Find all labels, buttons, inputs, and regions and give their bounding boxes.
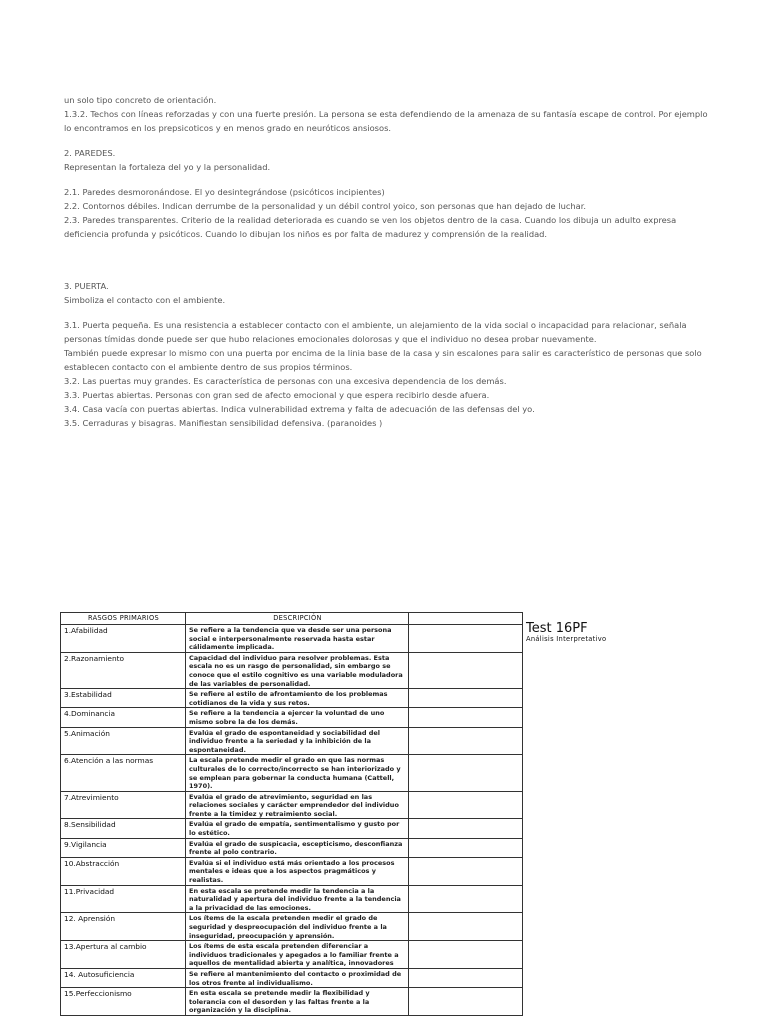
section-gap: [64, 241, 714, 279]
trait-name: 5.Animación: [61, 727, 186, 755]
paragraph: Representan la fortaleza del yo y la personalidad.: [64, 162, 271, 172]
trait-description: Capacidad del individuo para resolver problemas. Esta escala no es un rasgo de personalidad, sin embargo se conoce que el estilo cognitivo es una variable moduladora de las variables de personalidad.: [186, 652, 409, 688]
paragraph: 3.4. Casa vacía con puertas abiertas. Indica vulnerabilidad extrema y falta de adecuación de las defensas del yo.: [64, 404, 535, 414]
paragraph-gap: [64, 307, 714, 318]
trait-description: Los ítems de esta escala pretenden diferenciar a individuos tradicionales y apegados a lo familiar frente a aquellos de mentalidad abierta y analítica, innovadores: [186, 941, 409, 969]
empty-cell: [409, 988, 523, 1016]
paragraph: También puede expresar lo mismo con una puerta por encima de la linia base de la casa y sin escalones para salir es característico de personas que solo establecen contacto con el ambiente dentro de sus propios términos.: [64, 348, 702, 372]
table-row: [61, 857, 523, 885]
empty-cell: [409, 857, 523, 885]
trait-description: Evalúa el grado de espontaneidad y sociabilidad del individuo frente a la seriedad y la inhibición de la espontaneidad.: [186, 727, 409, 755]
empty-cell: [409, 941, 523, 969]
empty-cell: [409, 652, 523, 688]
trait-description: Evalúa si el individuo está más orientado a los procesos mentales e ideas que a los aspectos pragmáticos y realistas.: [186, 857, 409, 885]
table-row: [61, 652, 523, 688]
empty-cell: [409, 968, 523, 987]
trait-name: 12. Aprensión: [61, 913, 186, 941]
paragraph-gap: [64, 174, 714, 185]
table-row: [61, 819, 523, 838]
trait-description: En esta escala se pretende medir la flexibilidad y tolerancia con el desorden y las faltas frente a la organización y la disciplina.: [186, 988, 409, 1016]
empty-cell: [409, 819, 523, 838]
trait-description: Evalúa el grado de atrevimiento, seguridad en las relaciones sociales y carácter emprendedor del individuo frente a la timidez y retraimiento social.: [186, 791, 409, 819]
paragraph: 2. PAREDES.: [64, 148, 116, 158]
paragraph: 2.3. Paredes transparentes. Criterio de la realidad deteriorada es cuando se ven los objetos dentro de la casa. Cuando los dibuja un adulto expresa deficiencia profunda y psicóticos. Cuando lo dibujan los niños es por falta de madurez y comprensión de la realidad.: [64, 215, 677, 239]
paragraph: 1.3.2. Techos con líneas reforzadas y con una fuerte presión. La persona se esta defendiendo de la amenaza de su fantasía escape de control. Por ejemplo lo encontramos en los prepsicoticos y en menos grado en neuróticos ansiosos.: [64, 109, 708, 133]
paragraph-gap: [64, 135, 714, 146]
trait-description: En esta escala se pretende medir la tendencia a la naturalidad y apertura del individuo frente a la tendencia a la privacidad de las emociones.: [186, 885, 409, 913]
test-title: Test 16PF: [526, 621, 588, 636]
table-row: [61, 727, 523, 755]
header-empty: [409, 613, 523, 625]
traits-table-wrapper: [60, 612, 522, 1016]
paragraph: 2.2. Contornos débiles. Indican derrumbe de la personalidad y un débil control yoico, son personas que han dejado de luchar.: [64, 201, 587, 211]
empty-cell: [409, 885, 523, 913]
header-traits: RASGOS PRIMARIOS: [61, 613, 186, 625]
empty-cell: [409, 913, 523, 941]
paragraph: 3. PUERTA.: [64, 281, 109, 291]
paragraph: 2.1. Paredes desmoronándose. El yo desintegrándose (psicóticos incipientes): [64, 187, 385, 197]
trait-name: 4.Dominancia: [61, 708, 186, 727]
paragraph: Simboliza el contacto con el ambiente.: [64, 295, 226, 305]
table-row: [61, 755, 523, 791]
table-header-row: [61, 613, 523, 625]
paragraph: un solo tipo concreto de orientación.: [64, 95, 217, 105]
traits-table: [60, 612, 523, 1016]
trait-name: 11.Privacidad: [61, 885, 186, 913]
trait-name: 14. Autosuficiencia: [61, 968, 186, 987]
paragraph: 3.1. Puerta pequeña. Es una resistencia a establecer contacto con el ambiente, un alejamiento de la vida social o incapacidad para relacionar, señala personas tímidas donde puede ser que hubo relaciones emocionales dolorosas y que el individuo no desea probar nuevamente.: [64, 320, 687, 344]
empty-cell: [409, 755, 523, 791]
empty-cell: [409, 625, 523, 653]
table-row: [61, 988, 523, 1016]
trait-description: Se refiere a la tendencia a ejercer la voluntad de uno mismo sobre la de los demás.: [186, 708, 409, 727]
table-row: [61, 885, 523, 913]
trait-description: Se refiere al estilo de afrontamiento de los problemas cotidianos de la vida y sus retos.: [186, 689, 409, 708]
empty-cell: [409, 838, 523, 857]
empty-cell: [409, 689, 523, 708]
trait-name: 10.Abstracción: [61, 857, 186, 885]
trait-name: 1.Afabilidad: [61, 625, 186, 653]
trait-name: 6.Atención a las normas: [61, 755, 186, 791]
table-row: [61, 791, 523, 819]
test-subtitle: Análisis Interpretativo: [526, 635, 607, 643]
paragraph: 3.2. Las puertas muy grandes. Es característica de personas con una excesiva dependencia de los demás.: [64, 376, 507, 386]
trait-description: Se refiere al mantenimiento del contacto o proximidad de los otros frente al individualismo.: [186, 968, 409, 987]
trait-name: 7.Atrevimiento: [61, 791, 186, 819]
trait-description: Se refiere a la tendencia que va desde ser una persona social e interpersonalmente reservada hasta estar cálidamente implicada.: [186, 625, 409, 653]
trait-name: 8.Sensibilidad: [61, 819, 186, 838]
table-row: [61, 941, 523, 969]
header-description: DESCRIPCIÓN: [186, 613, 409, 625]
table-row: [61, 708, 523, 727]
empty-cell: [409, 727, 523, 755]
trait-description: La escala pretende medir el grado en que las normas culturales de lo correcto/incorrecto se han interiorizado y se emplean para gobernar la conducta humana (Cattell, 1970).: [186, 755, 409, 791]
table-row: [61, 913, 523, 941]
trait-name: 3.Estabilidad: [61, 689, 186, 708]
trait-name: 2.Razonamiento: [61, 652, 186, 688]
paragraph: 3.5. Cerraduras y bisagras. Manifiestan sensibilidad defensiva. (paranoides ): [64, 418, 383, 428]
paragraph: 3.3. Puertas abiertas. Personas con gran sed de afecto emocional y que espera recibirlo desde afuera.: [64, 390, 490, 400]
document-text: [64, 93, 714, 430]
trait-name: 15.Perfeccionismo: [61, 988, 186, 1016]
table-row: [61, 625, 523, 653]
table-row: [61, 689, 523, 708]
trait-description: Evalúa el grado de suspicacia, escepticismo, desconfianza frente al polo contrario.: [186, 838, 409, 857]
table-row: [61, 968, 523, 987]
trait-description: Los ítems de la escala pretenden medir el grado de seguridad y despreocupación del individuo frente a la inseguridad, preocupación y aprensión.: [186, 913, 409, 941]
trait-name: 13.Apertura al cambio: [61, 941, 186, 969]
trait-description: Evalúa el grado de empatía, sentimentalismo y gusto por lo estético.: [186, 819, 409, 838]
empty-cell: [409, 791, 523, 819]
table-row: [61, 838, 523, 857]
empty-cell: [409, 708, 523, 727]
trait-name: 9.Vigilancia: [61, 838, 186, 857]
